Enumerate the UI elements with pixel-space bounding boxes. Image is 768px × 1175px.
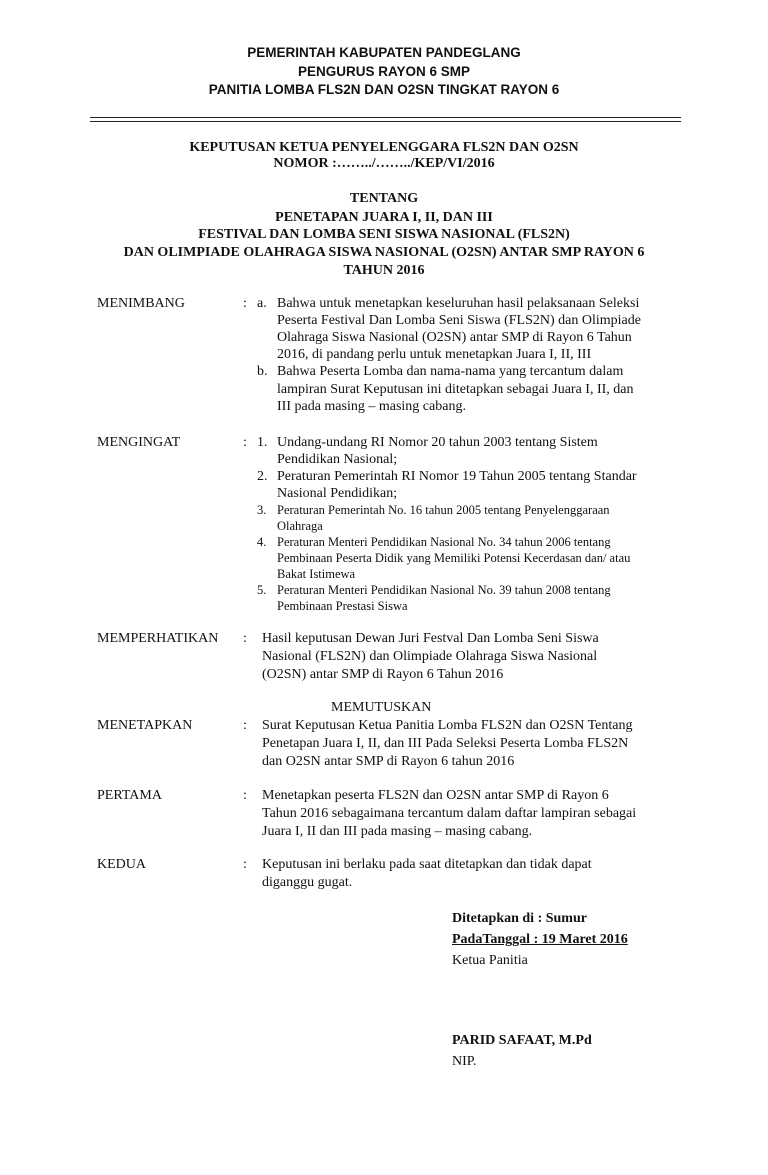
signature-nip: NIP.	[452, 1054, 477, 1069]
letterhead-line2: PENGURUS RAYON 6 SMP	[297, 64, 471, 79]
mengingat-1-line2: Pendidikan Nasional;	[277, 452, 398, 467]
menetapkan-colon: :	[243, 718, 247, 733]
signature-place: Ditetapkan di : Sumur	[452, 911, 587, 926]
menimbang-b-marker: b.	[257, 364, 268, 379]
decree-tentang: TENTANG	[349, 191, 419, 206]
menimbang-b-line3: III pada masing – masing cabang.	[277, 399, 466, 414]
kedua-line2: diganggu gugat.	[262, 875, 353, 890]
menimbang-a-line3: Olahraga Siswa Nasional (O2SN) antar SMP di Rayon 6 Tahun	[277, 330, 632, 345]
menetapkan-line2: Penetapan Juara I, II, dan III Pada Seleksi Peserta Lomba FLS2N	[262, 736, 629, 751]
letterhead-line1: PEMERINTAH KABUPATEN PANDEGLANG	[247, 45, 521, 60]
pertama-line2: Tahun 2016 sebagaimana tercantum dalam daftar lampiran sebagai	[262, 806, 637, 821]
decree-subject-2: FESTIVAL DAN LOMBA SENI SISWA NASIONAL (FLS2N)	[198, 227, 570, 242]
menimbang-a-line2: Peserta Festival Dan Lomba Seni Siswa (FLS2N) dan Olimpiade	[277, 313, 641, 328]
mengingat-2-line1: Peraturan Pemerintah RI Nomor 19 Tahun 2005 tentang Standar	[277, 469, 637, 484]
memperhatikan-line3: (O2SN) antar SMP di Rayon 6 Tahun 2016	[262, 667, 504, 682]
pertama-label: PERTAMA	[97, 788, 162, 803]
letterhead-divider-top	[90, 117, 681, 118]
memperhatikan-line1: Hasil keputusan Dewan Juri Festval Dan Lomba Seni Siswa	[262, 631, 599, 646]
signature-name: PARID SAFAAT, M.Pd	[452, 1033, 592, 1048]
pertama-line1: Menetapkan peserta FLS2N dan O2SN antar SMP di Rayon 6	[262, 788, 609, 803]
mengingat-3-line1: Peraturan Pemerintah No. 16 tahun 2005 tentang Penyelenggaraan	[277, 503, 610, 517]
mengingat-4-marker: 4.	[257, 535, 267, 549]
memutuskan-heading: MEMUTUSKAN	[331, 700, 432, 715]
signature-role: Ketua Panitia	[452, 953, 528, 968]
mengingat-3-line2: Olahraga	[277, 519, 323, 533]
menimbang-a-line4: 2016, di pandang perlu untuk menetapkan Juara I, II, III	[277, 347, 592, 362]
kedua-label: KEDUA	[97, 857, 146, 872]
mengingat-5-marker: 5.	[257, 583, 267, 597]
mengingat-label: MENGINGAT	[97, 435, 181, 450]
mengingat-2-marker: 2.	[257, 469, 268, 484]
menetapkan-line1: Surat Keputusan Ketua Panitia Lomba FLS2N dan O2SN Tentang	[262, 718, 633, 733]
menimbang-label: MENIMBANG	[97, 296, 185, 311]
mengingat-4-line1: Peraturan Menteri Pendidikan Nasional No. 34 tahun 2006 tentang	[277, 535, 611, 549]
mengingat-3-marker: 3.	[257, 503, 267, 517]
menimbang-a-line1: Bahwa untuk menetapkan keseluruhan hasil pelaksanaan Seleksi	[277, 296, 640, 311]
memperhatikan-colon: :	[243, 631, 247, 646]
kedua-line1: Keputusan ini berlaku pada saat ditetapkan dan tidak dapat	[262, 857, 592, 872]
decree-title: KEPUTUSAN KETUA PENYELENGGARA FLS2N DAN O2SN	[189, 140, 579, 155]
mengingat-5-line1: Peraturan Menteri Pendidikan Nasional No. 39 tahun 2008 tentang	[277, 583, 611, 597]
pertama-colon: :	[243, 788, 247, 803]
memperhatikan-label: MEMPERHATIKAN	[97, 631, 219, 646]
decree-year: TAHUN 2016	[343, 263, 425, 278]
letterhead-line3: PANITIA LOMBA FLS2N DAN O2SN TINGKAT RAYON 6	[208, 82, 560, 97]
memperhatikan-line2: Nasional (FLS2N) dan Olimpiade Olahraga Siswa Nasional	[262, 649, 598, 664]
kedua-colon: :	[243, 857, 247, 872]
mengingat-1-line1: Undang-undang RI Nomor 20 tahun 2003 tentang Sistem	[277, 435, 598, 450]
mengingat-4-line2: Pembinaan Peserta Didik yang Memiliki Potensi Kecerdasan dan/ atau	[277, 551, 631, 565]
mengingat-5-line2: Pembinaan Prestasi Siswa	[277, 599, 408, 613]
letterhead-divider-bottom	[90, 121, 681, 122]
menimbang-a-marker: a.	[257, 296, 267, 311]
decree-subject-1: PENETAPAN JUARA I, II, DAN III	[275, 210, 493, 225]
mengingat-2-line2: Nasional Pendidikan;	[277, 486, 398, 501]
menimbang-b-line2: lampiran Surat Keputusan ini ditetapkan sebagai Juara I, II, dan	[277, 382, 634, 397]
mengingat-colon: :	[243, 435, 247, 450]
menetapkan-line3: dan O2SN antar SMP di Rayon 6 tahun 2016	[262, 754, 515, 769]
mengingat-1-marker: 1.	[257, 435, 268, 450]
menimbang-colon: :	[243, 296, 247, 311]
pertama-line3: Juara I, II dan III pada masing – masing cabang.	[262, 824, 533, 839]
mengingat-4-line3: Bakat Istimewa	[277, 567, 356, 581]
menimbang-b-line1: Bahwa Peserta Lomba dan nama-nama yang tercantum dalam	[277, 364, 624, 379]
decree-subject-3: DAN OLIMPIADE OLAHRAGA SISWA NASIONAL (O2SN) ANTAR SMP RAYON 6	[123, 245, 645, 260]
signature-date: PadaTanggal : 19 Maret 2016	[452, 932, 628, 947]
menetapkan-label: MENETAPKAN	[97, 718, 193, 733]
decree-number: NOMOR :……../……../KEP/VI/2016	[273, 156, 495, 171]
